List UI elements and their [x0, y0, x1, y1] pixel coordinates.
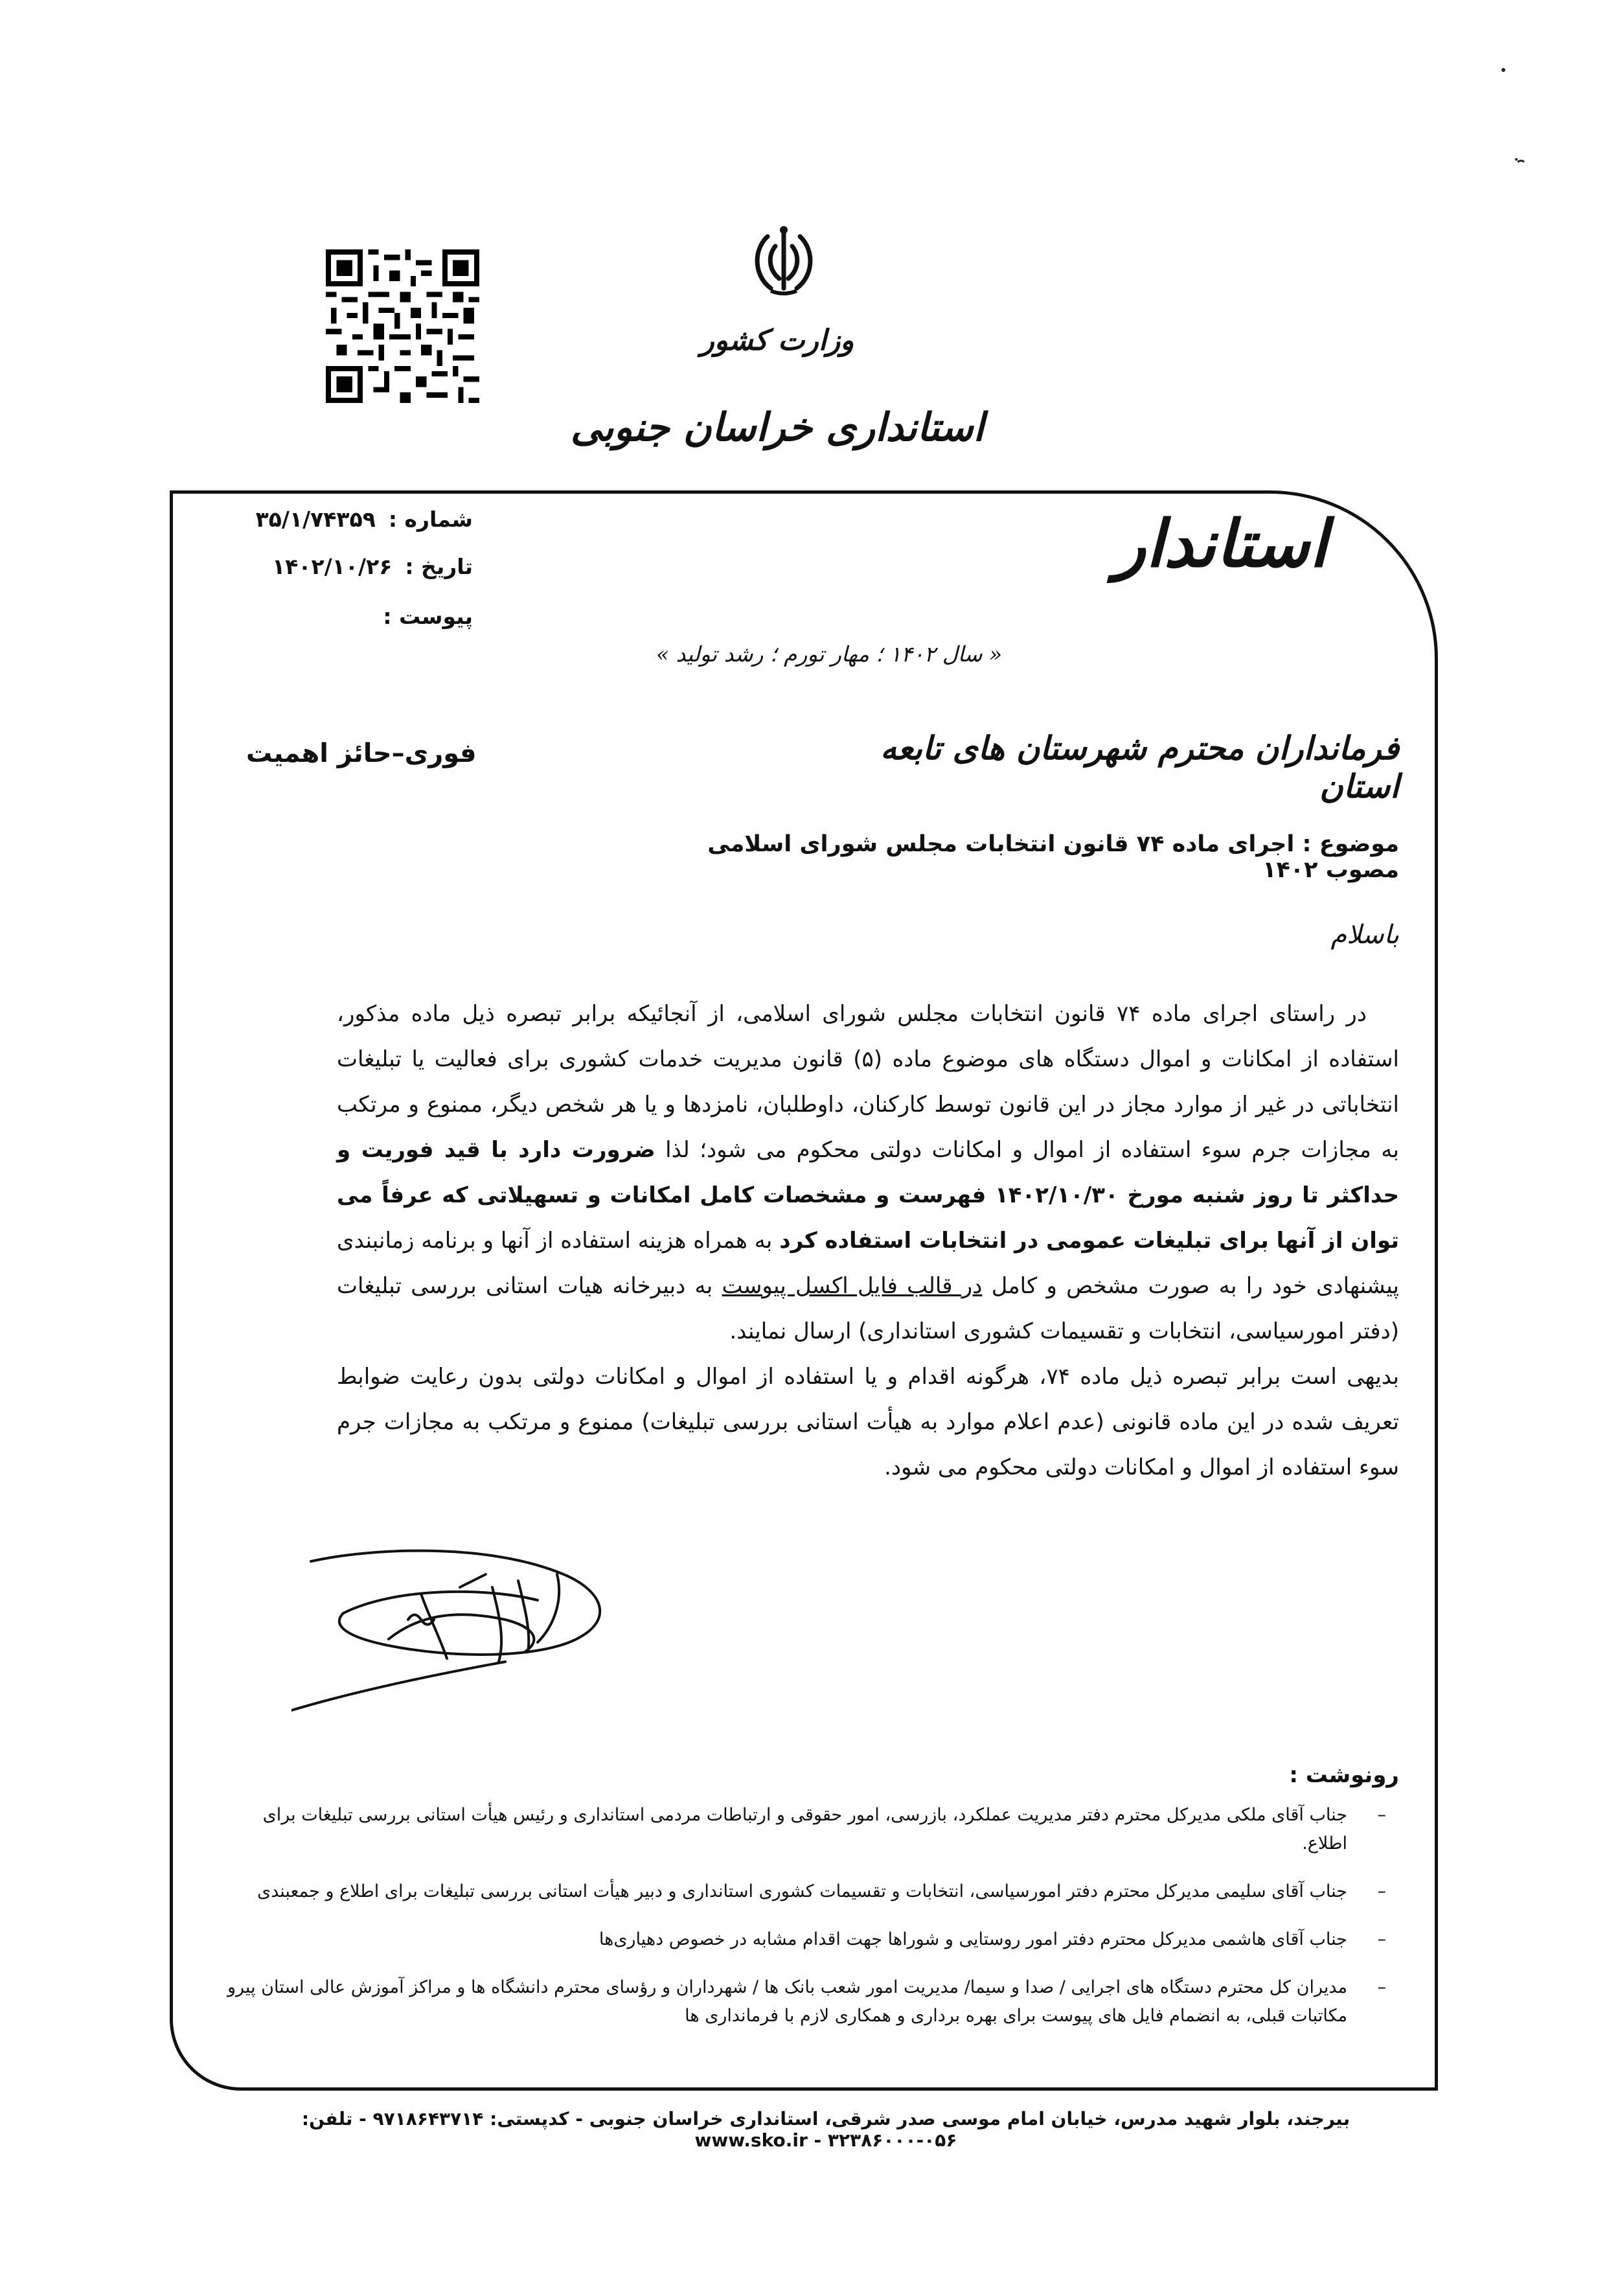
- body-p1-text-3: به دبیرخانه هیات استانی بررسی تبلیغات (دفتر امورسیاسی، انتخابات و تقسیمات کشوری استانداری) ارسال نمایند.: [337, 1273, 1399, 1344]
- recipient: فرمانداران محترم شهرستان های تابعه استان: [880, 729, 1399, 805]
- letter-date-label: تاریخ :: [405, 554, 473, 579]
- cc-item-text: مدیران کل محترم دستگاه های اجرایی / صدا و سیما/ مدیریت امور شعب بانک ها / شهرداران و رؤسای محترم دانشگاه ها و مراکز آموزش عالی استان پیرو مکاتبات قبلی، به انضمام فایل های پیوست برای بهره برداری و همکاری لازم با فرمانداری ها: [227, 1977, 1347, 2026]
- letter-number-label: شماره :: [388, 507, 473, 532]
- letter-attachment: [227, 604, 473, 629]
- letter-date-value: ۱۴۰۲/۱۰/۲۶: [272, 554, 393, 579]
- signature: [291, 1548, 628, 1723]
- body-p1-underlined: در قالب فایل اکسل پیوست: [722, 1273, 983, 1299]
- body-p1-bold: ضرورت دارد با قید فوریت و حداکثر تا روز شنبه مورخ ۱۴۰۲/۱۰/۳۰ فهرست و مشخصات کامل امکانات و تسهیلاتی که عرفاً می توان از آنها برای تبلیغات عمومی در انتخابات استفاده کرد: [337, 1137, 1399, 1254]
- letter-number: [227, 507, 473, 532]
- cc-item-text: جناب آقای سلیمی مدیرکل محترم دفتر امورسیاسی، انتخابات و تقسیمات کشوری استانداری و دبیر هیأت استانی بررسی تبلیغات برای اطلاع و جمعبندی: [256, 1881, 1347, 1901]
- urgency-label: فوری–حائز اهمیت: [246, 739, 477, 768]
- letter-attachment-label: پیوست :: [383, 604, 473, 629]
- body-paragraph-1: [337, 991, 1399, 1354]
- ministry-name: وزارت کشور: [700, 324, 854, 357]
- list-item: [214, 1973, 1386, 2030]
- body-paragraph-2: بدیهی است برابر تبصره ذیل ماده ۷۴، هرگونه اقدام و یا استفاده از اموال و امکانات دولتی بدون رعایت ضوابط تعریف شده در این ماده قانونی (عدم اعلام موارد به هیأت استانی بررسی تبلیغات) ممنوع و مرتکب به مجازات جرم سوء استفاده از اموال و امکانات دولتی محکوم می شود.: [337, 1364, 1400, 1480]
- list-item: [214, 1877, 1386, 1906]
- list-item: [214, 1925, 1386, 1954]
- letter-date: [227, 554, 473, 579]
- subject-line: موضوع : اجرای ماده ۷۴ قانون انتخابات مجلس شورای اسلامی مصوب ۱۴۰۲: [707, 831, 1399, 883]
- dash-icon: –: [1377, 1881, 1386, 1901]
- cc-item-text: جناب آقای هاشمی مدیرکل محترم دفتر امور روستایی و شوراها جهت اقدام مشابه در خصوص دهیاری‌ها: [598, 1929, 1347, 1949]
- qr-code: [326, 249, 479, 403]
- dash-icon: –: [1377, 1805, 1386, 1825]
- cc-item-text: جناب آقای ملکی مدیرکل محترم دفتر مدیریت عملکرد، بازرسی، امور حقوقی و ارتباطات مردمی استانداری و رئیس هیأت استانی بررسی تبلیغات برای اطلاع.: [262, 1805, 1347, 1854]
- year-slogan: « سال ۱۴۰۲ ؛ مهار تورم ؛ رشد تولید »: [655, 641, 1003, 667]
- cc-list: [214, 1801, 1386, 2050]
- letter-number-value: ۳۵/۱/۷۴۳۵۹: [255, 507, 376, 532]
- footer-address: بیرجند، بلوار شهید مدرس، خیابان امام موسی صدر شرقی، استانداری خراسان جنوبی - کدپستی: ۹۷۱۸۶۴۳۷۱۴ - تلفن: ۰۵۶-۳۲۳۸۶۰۰۰ - www.sko.ir: [301, 2108, 1351, 2151]
- list-item: [214, 1801, 1386, 1858]
- greeting: باسلام: [1330, 920, 1399, 950]
- national-emblem-icon: [748, 224, 819, 298]
- body-p1-text: در راستای اجرای ماده ۷۴ قانون انتخابات مجلس شورای اسلامی، از آنجائیکه برابر تبصره ذیل ماده مذکور، استفاده از امکانات و اموال دستگاه های موضوع ماده (۵) قانون مدیریت خدمات کشوری برای فعالیت یا تبلیغات انتخاباتی در غیر از موارد مجاز در این قانون توسط کارکنان، داوطلبان، نامزدها و یا هر شخص دیگر، ممنوع و مرتکب به مجازات جرم سوء استفاده از اموال و امکانات دولتی محکوم می شود؛ لذا: [337, 1001, 1399, 1163]
- letter-body: [337, 991, 1399, 1490]
- province-governorate-name: استانداری خراسان جنوبی: [570, 405, 985, 450]
- body-p1-text-2: به همراه هزینه استفاده از آنها و برنامه زمانبندی پیشنهادی خود را به صورت مشخص و کامل: [337, 1228, 1399, 1299]
- governor-title: استاندار: [1114, 505, 1328, 582]
- cc-title: رونوشت :: [1289, 1762, 1399, 1788]
- dash-icon: –: [1377, 1977, 1386, 1997]
- dash-icon: –: [1377, 1929, 1386, 1949]
- scan-marks: [1490, 65, 1529, 168]
